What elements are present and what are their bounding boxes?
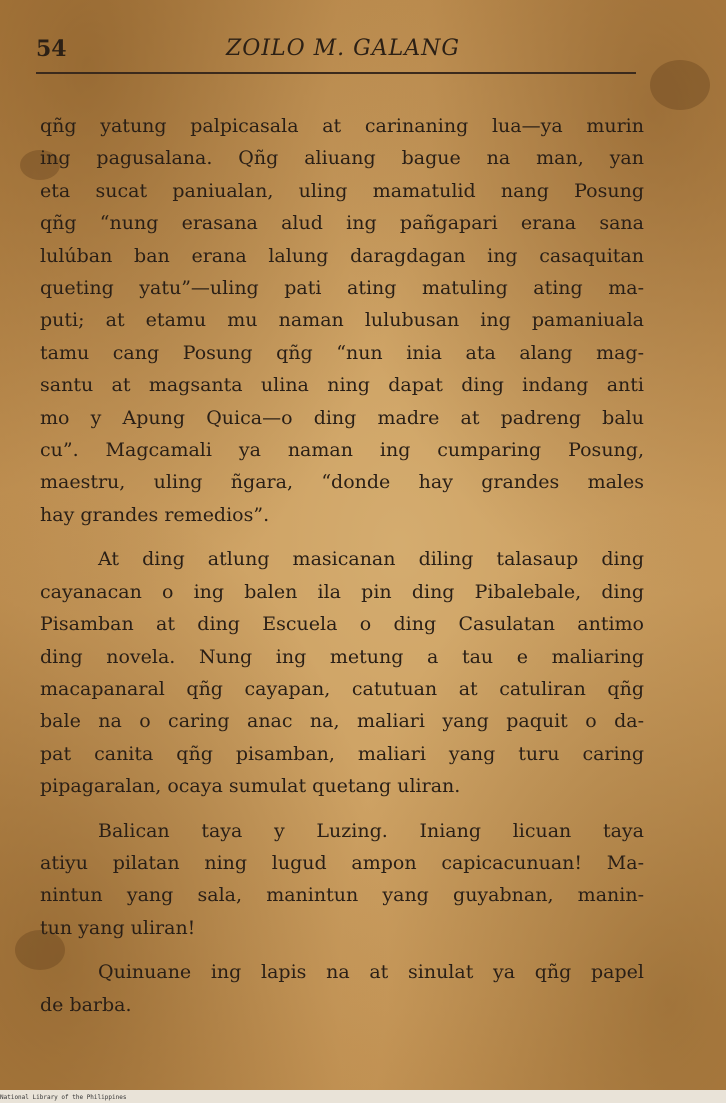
text-line: bale na o caring anac na, maliari yang paquit o da-	[40, 710, 644, 733]
paragraph-gap	[40, 531, 644, 543]
text-line: cayanacan o ing balen ila pin ding Pibalebale, ding	[40, 580, 644, 603]
text-line: Pisamban at ding Escuela o ding Casulatan antimo	[40, 613, 644, 636]
text-line: pat canita qñg pisamban, maliari yang turu caring	[40, 742, 644, 765]
text-line: qñg “nung erasana alud ing pañgapari erana sana	[40, 212, 644, 235]
text-line: eta sucat paniualan, uling mamatulid nang Posung	[40, 179, 644, 202]
page-number: 54	[36, 36, 67, 62]
paragraph-4	[40, 956, 644, 1021]
text-line: ing pagusalana. Qñg aliuang bague na man, yan	[40, 147, 644, 170]
page-header	[36, 36, 636, 74]
text-line: tun yang uliran!	[40, 916, 196, 939]
stain-mark	[650, 60, 710, 110]
text-line: Balican taya y Luzing. Iniang licuan taya	[98, 819, 644, 842]
text-line: tamu cang Posung qñg “nun inia ata alang mag-	[40, 341, 644, 364]
text-line: santu at magsanta ulina ning dapat ding indang anti	[40, 374, 644, 397]
text-line: cu”. Magcamali ya naman ing cumparing Posung,	[40, 439, 644, 462]
text-line: atiyu pilatan ning lugud ampon capicacunuan! Ma-	[40, 851, 644, 874]
running-head: ZOILO M. GALANG	[226, 36, 460, 61]
text-line: maestru, uling ñgara, “donde hay grandes males	[40, 471, 644, 494]
text-line: nintun yang sala, manintun yang guyabnan, manin-	[40, 884, 644, 907]
text-line: qñg yatung palpicasala at carinaning lua—ya murin	[40, 115, 644, 137]
text-line: lulúban ban erana lalung daragdagan ing casaquitan	[40, 244, 644, 267]
text-line: de barba.	[40, 993, 132, 1016]
text-line: mo y Apung Quica—o ding madre at padreng balu	[40, 406, 644, 429]
text-line: queting yatu”—uling pati ating matuling ating ma-	[40, 277, 644, 300]
paragraph-2	[40, 543, 644, 802]
paragraph-gap	[40, 944, 644, 956]
text-line: ding novela. Nung ing metung a tau e maliaring	[40, 645, 644, 668]
body-text	[40, 110, 644, 1021]
text-line: hay grandes remedios”.	[40, 503, 270, 526]
text-line: At ding atlung masicanan diling talasaup ding	[98, 548, 644, 571]
text-line: pipagaralan, ocaya sumulat quetang uliran.	[40, 775, 461, 798]
text-line: macapanaral qñg cayapan, catutuan at catuliran qñg	[40, 677, 644, 700]
paragraph-3	[40, 815, 644, 945]
text-line: puti; at etamu mu naman lulubusan ing pamaniuala	[40, 309, 644, 332]
text-line: Quinuane ing lapis na at sinulat ya qñg papel	[98, 961, 644, 984]
paragraph-gap	[40, 803, 644, 815]
paragraph-1	[40, 110, 644, 531]
library-credit: National Library of the Philippines	[0, 1094, 127, 1101]
